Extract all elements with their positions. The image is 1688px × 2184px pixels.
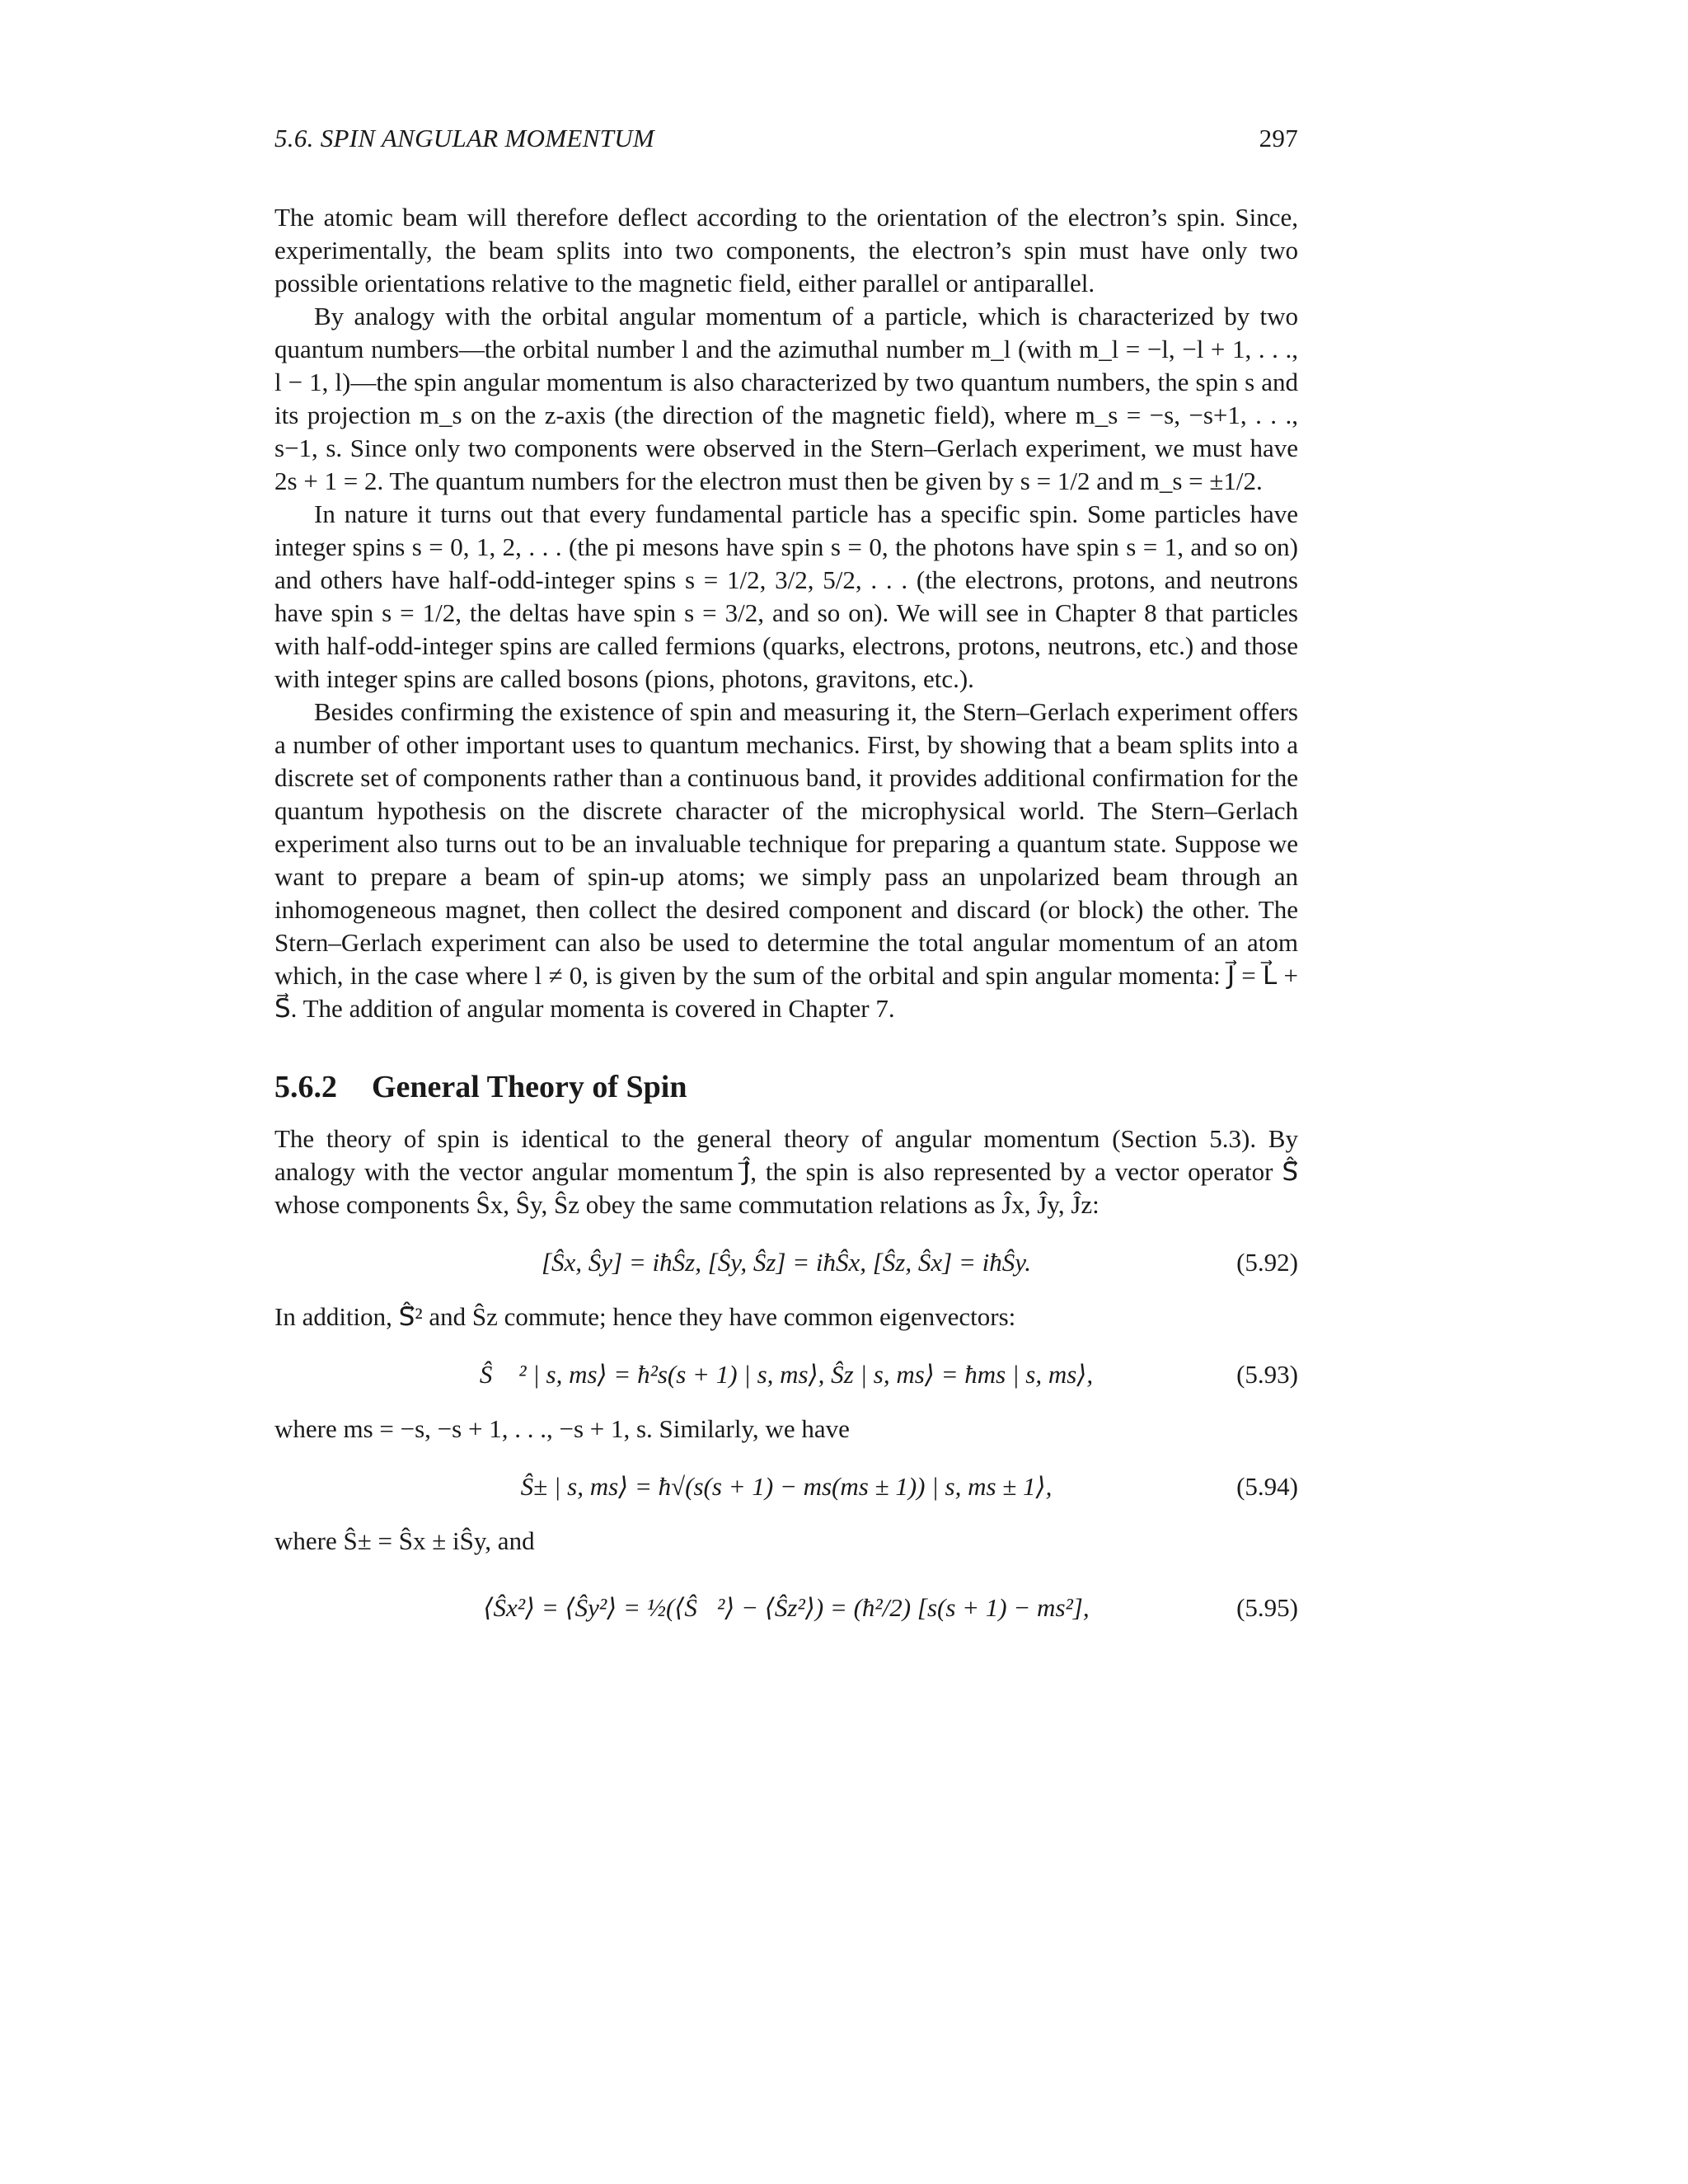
section-number: 5.6.2: [274, 1070, 337, 1104]
running-head-title: 5.6. SPIN ANGULAR MOMENTUM: [274, 124, 655, 152]
equation-5-94: [274, 1464, 1298, 1510]
section-intro: The theory of spin is identical to the general theory of angular momentum (Section 5.3). By analogy with the vector angular momentum Ĵ⃗, the spin is also represented by a vector operator Ŝ⃗ whose components Ŝx, Ŝy, Ŝz obey the same commutation relations as Ĵx, Ĵy, Ĵz:: [274, 1124, 1298, 1219]
paragraph-3: In nature it turns out that every fundamental particle has a specific spin. Some particles have integer spins s = 0, 1, 2, . . . (the pi mesons have spin s = 0, the photons have spin s = 1, and so on) and others have half-odd-integer spins s = 1/2, 3/2, 5/2, . . . (the electrons, protons, and neutrons have spin s = 1/2, the deltas have spin s = 3/2, and so on). We will see in Chapter 8 that particles with half-odd-integer spins are called fermions (quarks, electrons, protons, neutrons, etc.) and those with integer spins are called bosons (pions, photons, gravitons, etc.).: [274, 499, 1298, 693]
body-text: [274, 201, 1298, 1025]
section-text-after-5-92: In addition, Ŝ⃗² and Ŝz commute; hence they have common eigenvectors:: [274, 1302, 1016, 1331]
equation-number: (5.94): [1236, 1472, 1298, 1501]
paragraph-4: Besides confirming the existence of spin and measuring it, the Stern–Gerlach experiment offers a number of other important uses to quantum mechanics. First, by showing that a beam splits into a discrete set of components rather than a continuous band, it provides additional confirmation for the quantum hypothesis on the discrete character of the microphysical world. The Stern–Gerlach experiment also turns out to be an invaluable technique for preparing a quantum state. Suppose we want to prepare a beam of spin-up atoms; we simply pass an unpolarized beam through an inhomogeneous magnet, then collect the desired component and discard (or block) the other. The Stern–Gerlach experiment can also be used to determine the total angular momentum of an atom which, in the case where l ≠ 0, is given by the sum of the orbital and spin angular momenta: J⃗ = L⃗ + S⃗. The addition of angular momenta is covered in Chapter 7.: [274, 697, 1298, 1023]
paragraph-2: By analogy with the orbital angular momentum of a particle, which is characterized by two quantum numbers—the orbital number l and the azimuthal number m_l (with m_l = −l, −l + 1, . . ., l − 1, l)—the spin angular momentum is also characterized by two quantum numbers, the spin s and its projection m_s on the z-axis (the direction of the magnetic field), where m_s = −s, −s+1, . . ., s−1, s. Since only two components were observed in the Stern–Gerlach experiment, we must have 2s + 1 = 2. The quantum numbers for the electron must then be given by s = 1/2 and m_s = ±1/2.: [274, 302, 1298, 495]
equation-number: (5.95): [1236, 1593, 1298, 1622]
section-heading: [274, 1066, 1298, 1108]
equation-5-95: [274, 1576, 1298, 1640]
running-head: [274, 124, 1298, 163]
paragraph-1: The atomic beam will therefore deflect according to the orientation of the electron’s spin. Since, experimentally, the beam splits into two components, the electron’s spin must have only two possible orientations relative to the magnetic field, either parallel or antiparallel.: [274, 203, 1298, 298]
section-title: General Theory of Spin: [372, 1070, 687, 1104]
equation-expression: [Ŝx, Ŝy] = iħŜz, [Ŝy, Ŝz] = iħŜx, [Ŝz, Ŝx] = iħŜy.: [541, 1248, 1032, 1277]
equation-expression: Ŝ± | s, ms⟩ = ħ√(s(s + 1) − ms(ms ± 1)) | s, ms ± 1⟩,: [520, 1472, 1053, 1501]
equation-expression: Ŝ⃗ ² | s, ms⟩ = ħ²s(s + 1) | s, ms⟩, Ŝz | s, ms⟩ = ħms | s, ms⟩,: [479, 1360, 1094, 1389]
equation-number: (5.93): [1236, 1360, 1298, 1389]
equation-number: (5.92): [1236, 1248, 1298, 1277]
section-text-after-5-94: where Ŝ± = Ŝx ± iŜy, and: [274, 1526, 535, 1555]
equation-5-93: [274, 1352, 1298, 1398]
section-text-after-5-93: where ms = −s, −s + 1, . . ., −s + 1, s. Similarly, we have: [274, 1414, 850, 1443]
equation-5-92: [274, 1240, 1298, 1286]
section-body: [274, 1122, 1298, 1640]
page-number: 297: [1259, 124, 1298, 152]
equation-expression: ⟨Ŝx²⟩ = ⟨Ŝy²⟩ = ½(⟨Ŝ⃗²⟩ − ⟨Ŝz²⟩) = (ħ²/2) [s(s + 1) − ms²],: [483, 1593, 1090, 1622]
book-page: [274, 124, 1298, 1655]
